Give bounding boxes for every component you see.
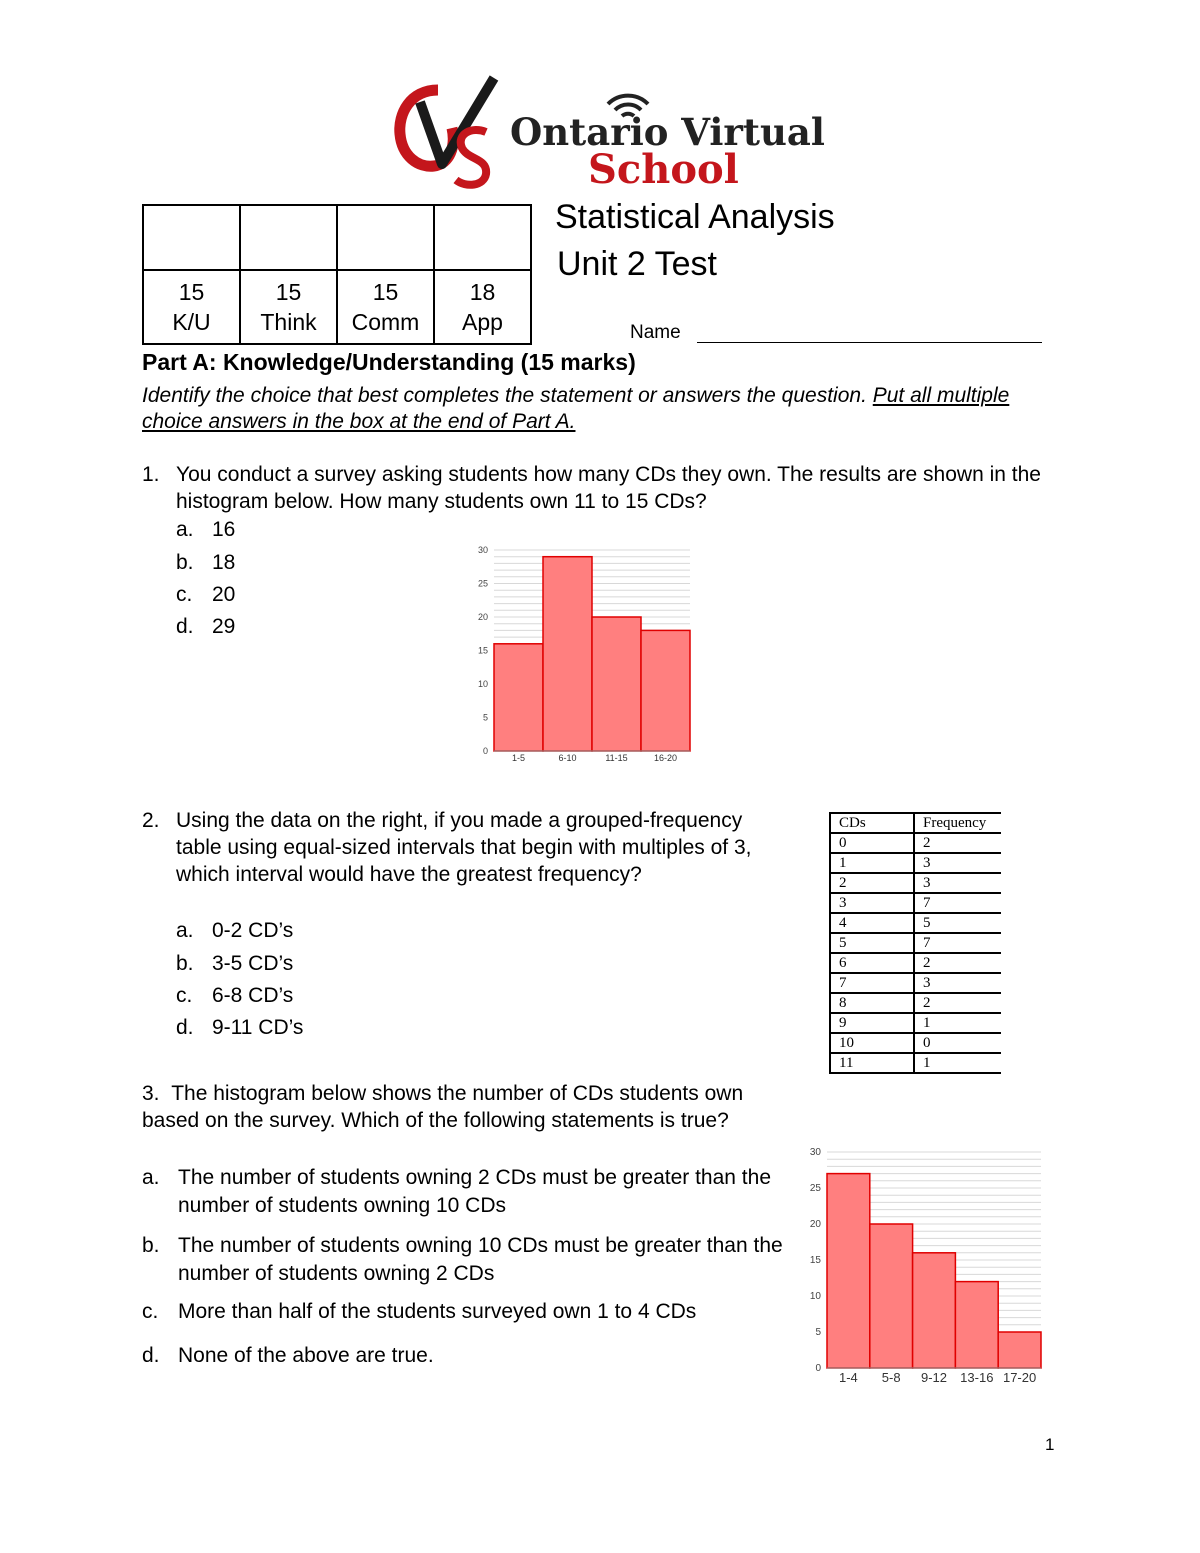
cd-table-cell-cds: 4 xyxy=(830,913,914,933)
question-2-text: Using the data on the right, if you made a grouped-frequency table using equal-sized intervals that begin with multiples of 3, which interval would have the greatest frequency? xyxy=(176,809,752,886)
cd-table-row xyxy=(830,993,1001,1013)
cd-table-row xyxy=(830,913,1001,933)
cd-table-cell-cds: 11 xyxy=(830,1053,914,1073)
marks-cell-score xyxy=(240,205,337,270)
histogram-bar xyxy=(494,644,543,751)
cd-table-row xyxy=(830,893,1001,913)
cd-table-cell-frequency: 2 xyxy=(914,953,1001,973)
cd-table-cell-cds: 10 xyxy=(830,1033,914,1053)
doc-title: Statistical Analysis xyxy=(555,198,835,236)
histogram-bar xyxy=(998,1332,1041,1368)
histogram-bar xyxy=(870,1224,913,1368)
part-a-instruction: Identify the choice that best completes the statement or answers the question. Put all multiple choice answers in the box at the end of Part A. xyxy=(142,384,1010,433)
cd-table-cell-frequency: 2 xyxy=(914,993,1001,1013)
logo-brand-line2: School xyxy=(588,146,739,193)
cd-table-cell-cds: 7 xyxy=(830,973,914,993)
cd-table-row xyxy=(830,973,1001,993)
histogram-bar xyxy=(955,1282,998,1368)
part-a-heading: Part A: Knowledge/Understanding (15 marks) xyxy=(142,349,636,375)
y-tick-label: 10 xyxy=(477,679,488,689)
name-label: Name xyxy=(630,322,681,343)
y-tick-label: 30 xyxy=(809,1147,821,1158)
marks-cell-score xyxy=(337,205,434,270)
marks-cell-score xyxy=(434,205,531,270)
y-tick-label: 15 xyxy=(809,1255,821,1266)
cd-table-row xyxy=(830,853,1001,873)
question-3: 3. The histogram below shows the number of CDs students own based on the survey. Which of the following statements is true? xyxy=(142,1082,744,1132)
name-field-line[interactable] xyxy=(697,342,1042,343)
question-1: 1. You conduct a survey asking students how many CDs they own. The results are shown in the histogram below. How many students own 11 to 15 CDs? xyxy=(142,461,1062,515)
cd-table-cell-cds: 3 xyxy=(830,893,914,913)
cd-table-cell-cds: 0 xyxy=(830,833,914,853)
cd-table-cell-frequency: 3 xyxy=(914,873,1001,893)
cd-table-cell-cds: 1 xyxy=(830,853,914,873)
q2-option-a[interactable]: a. 0-2 CD’s xyxy=(176,919,294,942)
cd-table-header-cds: CDs xyxy=(830,813,914,833)
y-tick-label: 0 xyxy=(482,746,488,756)
cd-table-row xyxy=(830,1053,1001,1073)
y-tick-label: 5 xyxy=(482,712,488,723)
cd-table-cell-frequency: 0 xyxy=(914,1033,1001,1053)
y-tick-label: 25 xyxy=(809,1183,821,1194)
y-tick-label: 15 xyxy=(477,645,488,656)
cd-table-row xyxy=(830,933,1001,953)
cd-table-cell-frequency: 7 xyxy=(914,933,1001,953)
histogram-bar xyxy=(827,1174,870,1368)
y-tick-label: 20 xyxy=(477,612,488,622)
cd-frequency-table xyxy=(829,812,1001,1074)
q1-option-d[interactable]: d. 29 xyxy=(176,615,236,638)
cd-table-cell-frequency: 3 xyxy=(914,853,1001,873)
q2-option-b[interactable]: b. 3-5 CD’s xyxy=(176,952,294,975)
marks-cell-score xyxy=(143,205,240,270)
cd-table-header-frequency: Frequency xyxy=(914,813,1001,833)
cd-table-cell-frequency: 1 xyxy=(914,1013,1001,1033)
cd-table-row xyxy=(830,1033,1001,1053)
q1-option-a[interactable]: a. 16 xyxy=(176,518,236,541)
cd-table-cell-frequency: 1 xyxy=(914,1053,1001,1073)
cd-table-row xyxy=(830,833,1001,853)
marks-cell-app: 18 App xyxy=(434,270,531,344)
logo-brand-line1: Ontario Virtual xyxy=(510,110,825,154)
histogram-bar xyxy=(592,617,641,751)
cd-table-row xyxy=(830,873,1001,893)
y-tick-label: 5 xyxy=(815,1327,821,1338)
x-tick-label: 17-20 xyxy=(1002,1370,1037,1385)
marks-cell-comm: 15 Comm xyxy=(337,270,434,344)
cd-table-cell-cds: 9 xyxy=(830,1013,914,1033)
y-tick-label: 25 xyxy=(477,578,488,589)
y-tick-label: 30 xyxy=(477,545,488,555)
x-tick-label: 11-15 xyxy=(605,753,628,763)
marks-table xyxy=(142,204,532,345)
marks-cell-think: 15 Think xyxy=(240,270,337,344)
q3-option-a[interactable]: a. The number of students owning 2 CDs must be greater than the number of students owning 10 CDs xyxy=(142,1166,771,1217)
y-tick-label: 10 xyxy=(809,1291,821,1302)
cd-table-cell-frequency: 2 xyxy=(914,833,1001,853)
cd-table-cell-cds: 8 xyxy=(830,993,914,1013)
histogram-1 xyxy=(460,525,700,770)
x-tick-label: 9-12 xyxy=(920,1370,948,1385)
q3-option-d[interactable]: d. None of the above are true. xyxy=(142,1344,434,1367)
cd-table-cell-cds: 2 xyxy=(830,873,914,893)
marks-cell-ku: 15 K/U xyxy=(143,270,240,344)
question-1-text: You conduct a survey asking students how many CDs they own. The results are shown in the histogram below. How many students own 11 to 15 CDs? xyxy=(176,463,1041,513)
logo-s-shape xyxy=(456,130,486,185)
histogram-bar xyxy=(543,557,592,751)
cd-table-cell-frequency: 5 xyxy=(914,913,1001,933)
y-tick-label: 20 xyxy=(809,1219,821,1230)
y-tick-label: 0 xyxy=(815,1363,821,1374)
q3-option-b[interactable]: b. The number of students owning 10 CDs must be greater than the number of students owning 2 CDs xyxy=(142,1234,783,1285)
cd-table-row xyxy=(830,953,1001,973)
q1-option-c[interactable]: c. 20 xyxy=(176,583,236,606)
histogram-bar xyxy=(913,1253,956,1368)
cd-table-cell-cds: 5 xyxy=(830,933,914,953)
cd-table-cell-cds: 6 xyxy=(830,953,914,973)
q3-option-c[interactable]: c. More than half of the students surveyed own 1 to 4 CDs xyxy=(142,1300,697,1323)
doc-subtitle: Unit 2 Test xyxy=(557,245,718,283)
histogram-bar xyxy=(641,630,690,751)
x-tick-label: 6-10 xyxy=(558,753,577,763)
x-tick-label: 16-20 xyxy=(653,753,678,763)
x-tick-label: 13-16 xyxy=(960,1370,994,1385)
q1-option-b[interactable]: b. 18 xyxy=(176,551,236,574)
q2-option-d[interactable]: d. 9-11 CD’s xyxy=(176,1016,304,1039)
x-tick-label: 1-4 xyxy=(839,1370,858,1385)
cd-table-cell-frequency: 3 xyxy=(914,973,1001,993)
question-2: 2. Using the data on the right, if you made a grouped-frequency table using equal-sized intervals that begin with multiples of 3, which interval would have the greatest frequency? xyxy=(142,807,802,888)
page-number: 1 xyxy=(1045,1435,1055,1454)
cd-table-cell-frequency: 7 xyxy=(914,893,1001,913)
cd-table-header xyxy=(830,813,1001,833)
x-tick-label: 5-8 xyxy=(881,1370,901,1385)
cd-table-row xyxy=(830,1013,1001,1033)
histogram-2 xyxy=(800,1125,1055,1390)
q2-option-c[interactable]: c. 6-8 CD’s xyxy=(176,984,294,1007)
x-tick-label: 1-5 xyxy=(511,753,526,763)
